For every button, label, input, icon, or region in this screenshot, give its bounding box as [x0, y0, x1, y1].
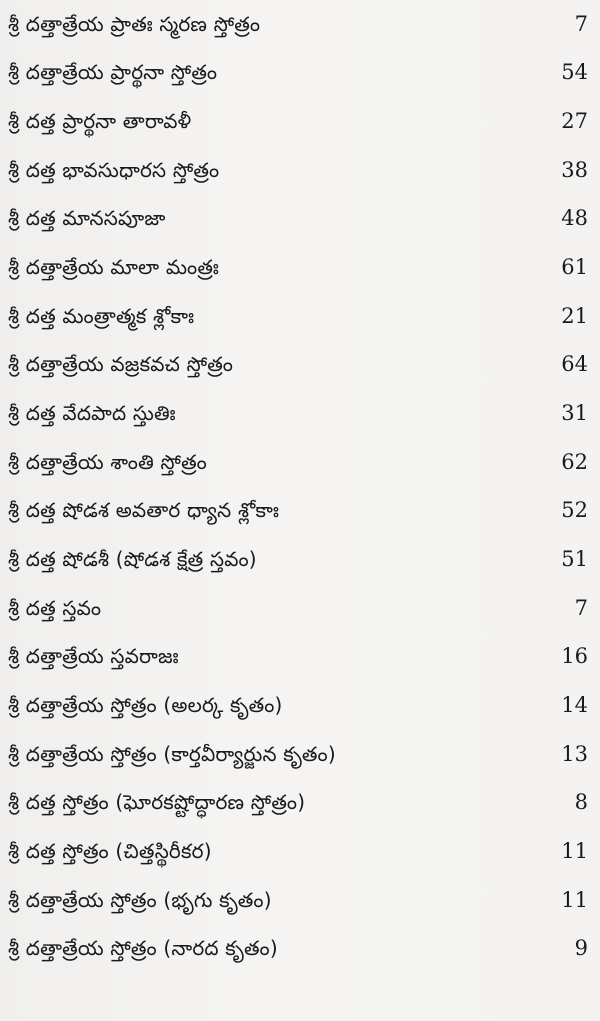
toc-entry-title: శ్రీ దత్తాత్రేయ స్తోత్రం (కార్తవీర్యార్జున కృతం) — [8, 742, 336, 766]
toc-entry-page: 31 — [561, 401, 588, 425]
toc-entry-page: 61 — [561, 255, 588, 279]
toc-entry — [0, 929, 600, 969]
toc-entry — [0, 832, 600, 872]
toc-entry-title: శ్రీ దత్తాత్రేయ శాంతి స్తోత్రం — [8, 450, 207, 474]
toc-entry — [0, 783, 600, 823]
toc-entry-page: 21 — [561, 304, 588, 328]
toc-entry-page: 9 — [574, 936, 588, 960]
toc-entry — [0, 491, 600, 531]
toc-entry-page: 38 — [561, 158, 588, 182]
toc-entry — [0, 637, 600, 677]
toc-entry-page: 48 — [561, 206, 588, 230]
toc-entry-title: శ్రీ దత్తాత్రేయ ప్రార్థనా స్తోత్రం — [8, 60, 218, 84]
toc-entry — [0, 151, 600, 191]
toc-entry-page: 27 — [561, 109, 588, 133]
toc-entry-page: 8 — [574, 790, 588, 814]
toc-entry-title: శ్రీ దత్తాత్రేయ స్తవరాజః — [8, 644, 179, 668]
toc-entry-title: శ్రీ దత్త వేదపాద స్తుతిః — [8, 401, 176, 425]
toc-entry-title: శ్రీ దత్త ప్రార్థనా తారావళీ — [8, 109, 192, 133]
toc-entry — [0, 540, 600, 580]
toc-entry-title: శ్రీ దత్త షోడశ అవతార ధ్యాన శ్లోకాః — [8, 498, 280, 522]
toc-entry — [0, 53, 600, 93]
toc-entry-page: 52 — [561, 498, 588, 522]
toc-entry — [0, 297, 600, 337]
toc-entry-title: శ్రీ దత్త స్తవం — [8, 596, 102, 620]
toc-entry-title: శ్రీ దత్తాత్రేయ స్తోత్రం (అలర్క కృతం) — [8, 693, 283, 717]
toc-entry — [0, 394, 600, 434]
toc-entry-title: శ్రీ దత్తాత్రేయ ప్రాతః స్మరణ స్తోత్రం — [8, 12, 261, 36]
toc-entry-page: 14 — [561, 693, 588, 717]
toc-entry-title: శ్రీ దత్తాత్రేయ స్తోత్రం (నారద కృతం) — [8, 936, 278, 960]
toc-entry — [0, 5, 600, 45]
toc-entry-title: శ్రీ దత్త స్తోత్రం (చిత్తస్థిరీకర) — [8, 839, 212, 863]
toc-entry — [0, 199, 600, 239]
toc-entry-title: శ్రీ దత్త భావసుధారస స్తోత్రం — [8, 158, 220, 182]
toc-entry-page: 13 — [561, 742, 588, 766]
toc-entry-page: 64 — [561, 352, 588, 376]
toc-entry — [0, 735, 600, 775]
toc-entry-title: శ్రీ దత్త మంత్రాత్మక శ్లోకాః — [8, 304, 195, 328]
toc-entry — [0, 345, 600, 385]
toc-entry-page: 16 — [561, 644, 588, 668]
toc-entry-title: శ్రీ దత్తాత్రేయ స్తోత్రం (భృగు కృతం) — [8, 888, 272, 912]
toc-entry-page: 62 — [561, 450, 588, 474]
toc-entry — [0, 881, 600, 921]
toc-entry — [0, 686, 600, 726]
toc-entry — [0, 443, 600, 483]
toc-entry-page: 7 — [574, 596, 588, 620]
toc-entry — [0, 589, 600, 629]
toc-entry-page: 54 — [561, 60, 588, 84]
toc-entry-title: శ్రీ దత్త షోడశీ (షోడశ క్షేత్ర స్తవం) — [8, 547, 257, 571]
toc-entry-title: శ్రీ దత్తాత్రేయ వజ్రకవచ స్తోత్రం — [8, 352, 234, 376]
toc-entry-page: 11 — [561, 839, 588, 863]
toc-entry-page: 11 — [561, 888, 588, 912]
toc-entry-title: శ్రీ దత్త మానసపూజా — [8, 206, 166, 230]
toc-entry-title: శ్రీ దత్తాత్రేయ మాలా మంత్రః — [8, 255, 220, 279]
toc-entry-page: 51 — [561, 547, 588, 571]
toc-entry-page: 7 — [574, 12, 588, 36]
toc-entry — [0, 102, 600, 142]
toc-entry — [0, 248, 600, 288]
toc-entry-title: శ్రీ దత్త స్తోత్రం (ఘోరకష్టోద్ధారణ స్తోత్రం) — [8, 790, 306, 814]
